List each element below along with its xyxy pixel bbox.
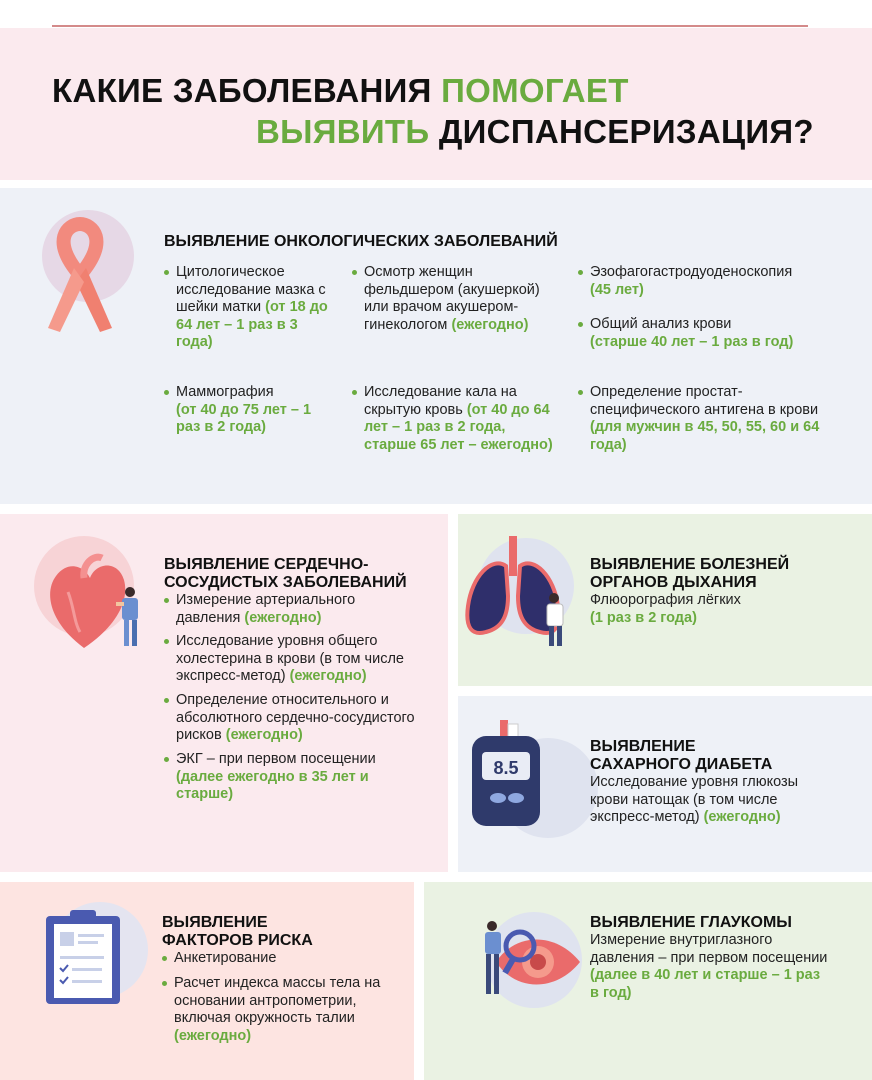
clipboard-icon <box>44 908 124 1008</box>
cancer-ribbon-icon <box>40 220 120 335</box>
list-item: Осмотр женщин фельдшером (акушеркой) или врачом акушером-гинекологом (ежегодно) <box>352 264 564 334</box>
page-title-line1 <box>52 72 629 110</box>
list-item: Цитологическое исследование мазка с шейки матки (от 18 до 64 лет – 1 раз в 3 года) <box>164 264 336 352</box>
cardiovascular-panel <box>0 514 448 872</box>
list-item: Анкетирование <box>162 950 404 968</box>
cardiovascular-heading-line1: ВЫЯВЛЕНИЕ СЕРДЕЧНО- <box>164 556 369 573</box>
risk-heading-line2: ФАКТОРОВ РИСКА <box>162 932 313 949</box>
respiratory-panel <box>458 514 872 686</box>
risk-heading-line1: ВЫЯВЛЕНИЕ <box>162 914 268 931</box>
glucometer-reading: 8.5 <box>493 758 519 778</box>
list-item: ЭКГ – при первом посещении (далее ежегодно в 35 лет и старше) <box>164 751 416 804</box>
oncology-heading: ВЫЯВЛЕНИЕ ОНКОЛОГИЧЕСКИХ ЗАБОЛЕВАНИЙ <box>164 233 558 250</box>
title-green-part: ПОМОГАЕТ <box>441 72 629 109</box>
respiratory-heading-line2: ОРГАНОВ ДЫХАНИЯ <box>590 574 757 591</box>
eye-doctor-icon <box>476 912 586 1012</box>
page-title-line2 <box>256 113 814 151</box>
respiratory-text: Флюорография лёгких (1 раз в 2 года) <box>590 592 741 626</box>
list-item: Исследование уровня общего холестерина в крови (в том числе экспресс-метод) (ежегодно) <box>164 633 436 686</box>
heart-doctor-icon <box>44 552 154 652</box>
diabetes-text: Исследование уровня глюкозы крови натощак (в том числе экспресс-метод) (ежегодно) <box>590 774 799 825</box>
list-item: Исследование кала на скрытую кровь (от 40 до 64 лет – 1 раз в 2 года, старше 65 лет – ежегодно) <box>352 384 554 454</box>
oncology-panel <box>0 188 872 504</box>
title-green-part: ВЫЯВИТЬ <box>256 113 439 150</box>
title-dark-part: КАКИЕ ЗАБОЛЕВАНИЯ <box>52 72 442 109</box>
diabetes-heading-line2: САХАРНОГО ДИАБЕТА <box>590 756 773 773</box>
list-item: Измерение артериального давления (ежегодно) <box>164 592 416 627</box>
diabetes-panel <box>458 696 872 872</box>
risk-factors-panel <box>0 882 414 1080</box>
diabetes-heading-line1: ВЫЯВЛЕНИЕ <box>590 738 696 755</box>
list-item: Расчет индекса массы тела на основании антропометрии, включая окружность талии (ежегодно) <box>162 975 409 1045</box>
glaucoma-heading: ВЫЯВЛЕНИЕ ГЛАУКОМЫ <box>590 914 792 931</box>
lungs-icon <box>462 536 572 651</box>
top-divider <box>52 25 808 27</box>
glaucoma-panel <box>424 882 872 1080</box>
list-item: Эзофагогастродуоденоскопия (45 лет) <box>578 264 830 299</box>
list-item: Определение относительного и абсолютного сердечно-сосудистого рисков (ежегодно) <box>164 692 416 745</box>
cardiovascular-heading-line2: СОСУДИСТЫХ ЗАБОЛЕВАНИЙ <box>164 574 407 591</box>
title-dark-part: ДИСПАНСЕРИЗАЦИЯ? <box>438 113 814 150</box>
glaucoma-text: Измерение внутриглазного давления – при первом посещении (далее в 40 лет и старше – 1 раз в год) <box>590 932 828 1001</box>
list-item: Маммография (от 40 до 75 лет – 1 раз в 2 года) <box>164 384 336 437</box>
respiratory-heading-line1: ВЫЯВЛЕНИЕ БОЛЕЗНЕЙ <box>590 556 790 573</box>
list-item: Определение простат-специфического антигена в крови (для мужчин в 45, 50, 55, 60 и 64 года) <box>578 384 820 454</box>
list-item: Общий анализ крови (старше 40 лет – 1 раз в год) <box>578 316 830 351</box>
